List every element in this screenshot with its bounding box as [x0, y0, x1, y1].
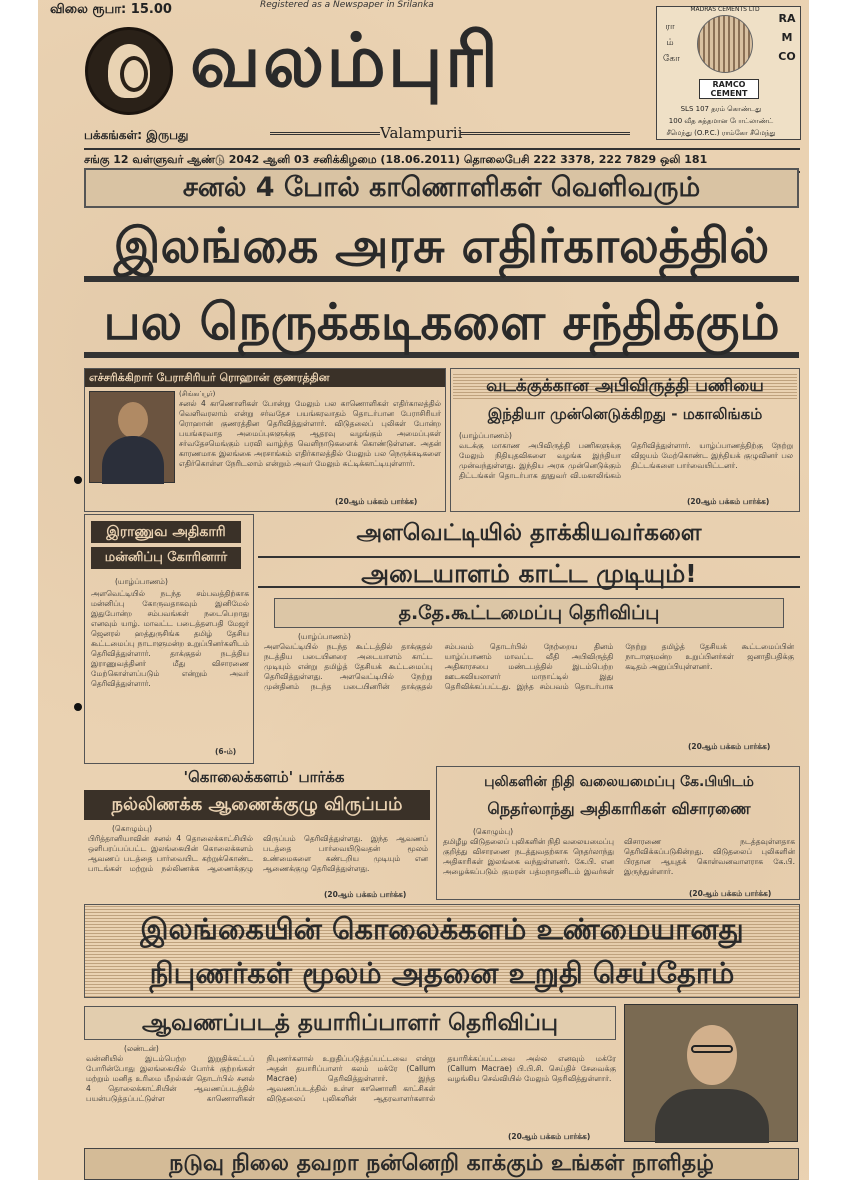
lead-headline-1: இலங்கை அரசு எதிர்காலத்தில் [84, 216, 799, 282]
story-doc-title: ஆவணப்படத் தயாரிப்பாளர் தெரிவிப்பு [84, 1006, 616, 1040]
story-killing-title-2: நல்லிணக்க ஆணைக்குழு விருப்பம் [84, 790, 430, 820]
footer-motto: நடுவு நிலை தவறா நன்னெறி காக்கும் உங்கள் நாளிதழ் [84, 1148, 799, 1180]
story-army-title-1: இராணுவ அதிகாரி [91, 521, 241, 543]
page-count: பக்கங்கள்: இருபது [84, 128, 189, 142]
title-rule-right [460, 132, 630, 135]
story-finance-title-2: நெதர்லாந்து அதிகாரிகள் விசாரணை [487, 799, 751, 818]
latin-title: Valampurii [380, 124, 463, 142]
story-alaveddy-place: (யாழ்ப்பாணம்) [298, 632, 351, 641]
story-finance [436, 766, 800, 900]
advert-vertical-text: RAMCO [778, 12, 796, 63]
story-doc-body: வன்னியில் இடம்பெற்ற இறுதிக்கட்டப் போரின்போது இலங்கையில் போர்க் குற்றங்கள் மற்றும் மனித உரிமை மீறல்கள் தொடர்பில் சனல் 4 தொலைக்காட்சியின் ஆவணப்படத்தில் பயன்படுத்தப்பட்டுள்ள காணொளிகள் நிபுணர்களால் உறுதிப்படுத்தப்பட்டவை என்று அதன் தயாரிப்பாளர் கலம் மக்ரே (Callum Macrae) தெரிவித்துள்ளார். இந்த ஆவணப்படத்தில் உள்ள காணொளி காட்சிகள் விடுதலைப் புலிகளின் ஆதரவாளர்களால் தயாரிக்கப்பட்டவை அல்ல எனவும் மக்ரே (Callum Macrae) பி.பி.சி. செய்திச் சேவைக்கு வழங்கிய செவ்வியில் மேலும் தெரிவித்துள்ளார். [86, 1054, 616, 1103]
story-north-continued: (20ஆம் பக்கம் பார்க்க) [687, 497, 770, 506]
banner-killing-fields [84, 904, 800, 998]
story-alaveddy-title-3: த.தே.கூட்டமைப்பு தெரிவிப்பு [274, 598, 784, 628]
story-killing-continued: (20ஆம் பக்கம் பார்க்க) [324, 890, 407, 899]
temple-tower-icon [697, 15, 753, 73]
story-army-title-2: மன்னிப்பு கோரினார் [91, 547, 241, 569]
banner-line-2: நிபுணர்கள் மூலம் அதனை உறுதி செய்தோம் [149, 956, 735, 990]
advert-tamil-letters: ரா ம் கோ [663, 22, 680, 64]
story-alaveddy-title-1: அளவெட்டியில் தாக்கியவர்களை [356, 520, 702, 546]
story-finance-place: (கொழும்பு) [473, 827, 514, 836]
story-army [84, 514, 254, 764]
conch-emblem-icon [85, 27, 173, 115]
story-doc-place: (லண்டன்) [124, 1044, 159, 1053]
story-alaveddy [258, 514, 800, 764]
story-warning-body: சனல் 4 காணொளிகள் போன்று மேலும் பல காணொளிகள் எதிர்காலத்தில் வெளிவரலாம் என்று சர்வதேச பயங்கரவாதம் தொடர்பான பேராசிரியர் ரொஹான் குணரத்தின தெரிவித்துள்ளார். விடுதலைப் புலிகள் போன்ற பயங்கரவாத அமைப்புகளுக்கு ஆதரவு வழங்கும் அமைப்புகள் சர்வதேசமெங்கும் பரவி வாழ்ந்த வெளிநாடுகளைக் கொண்டுள்ளன. அதன் காரணமாக இலங்கை அரசாங்கம் எதிர்காலத்தில் மேலும் பல நெருக்கடிகளை எதிர்கொள்ள நேரிடலாம் என்றும் அவர் மேலும் சுட்டிக்காட்டியுள்ளார். [179, 399, 441, 468]
story-killing [84, 766, 430, 900]
advert-ring: MADRAS CEMENTS LTD [690, 6, 760, 13]
story-alaveddy-body: அளவெட்டியில் நடந்த கூட்டத்தில் தாக்குதல் நடத்திய படையினரை அடையாளம் காட்ட முடியும் என்று தமிழ்த் தேசியக் கூட்டமைப்பு தெரிவித்துள்ளது. அளவெட்டியில் நேற்று முன்தினம் நடந்த படையினரின் தாக்குதல் சம்பவம் தொடர்பில் நேற்றைய தினம் யாழ்ப்பாணம் மாவட்ட வீதி அபிவிருத்தி அதிகாரசபை மண்டபத்தில் இடம்பெற்ற ஊடகவியலாளர் மாநாட்டில் இது தெரிவிக்கப்பட்டது. இந்த சம்பவம் தொடர்பாக நேற்று தமிழ்த் தேசியக் கூட்டமைப்பின் நாடாளுமன்ற உறுப்பினர்கள் ஜனாதிபதிக்கு கடிதம் அனுப்பியுள்ளனர். [264, 642, 794, 691]
price-label: விலை ரூபா: 15.00 [50, 2, 172, 17]
portrait-body [102, 436, 164, 484]
story-army-body: அளவெட்டியில் நடந்த சம்பவத்திற்காக மன்னிப்பு கோருவதாகவும் இனிமேல் இதுபோன்ற சம்பவங்கள் நடைபெறாது எனவும் யாழ். மாவட்ட படைத்தளபதி மேஜர் ஜெனரல் ஹத்துருசிங்க தமிழ் தேசிய கூட்டமைப்பு நாடாளுமன்ற உறுப்பினர்களிடம் தெரிவித்துள்ளார். தாக்குதல் நடத்திய இராணுவத்தினர் மீது விசாரணை மேற்கொள்ளப்படும் என்றும் அவர் தெரிவித்துள்ளார். [91, 589, 249, 688]
advert-line3: சீமெந்து (O.P.C.) ராம்கோ சீமெந்து [666, 129, 776, 137]
producer-face [687, 1025, 737, 1085]
story-killing-title-1: 'கொலைக்களம்' பார்க்க [183, 768, 345, 786]
portrait-face [118, 402, 148, 438]
registration-note: Registered as a Newspaper in Srilanka [260, 0, 434, 10]
story-doc-continued: (20ஆம் பக்கம் பார்க்க) [508, 1132, 591, 1141]
story-north-place: (யாழ்ப்பாணம்) [459, 431, 512, 440]
story-north [450, 368, 800, 512]
title-rule-left [270, 132, 380, 135]
story-killing-body: பிரித்தானியாவின் சனல் 4 தொலைக்காட்சியில் ஒளிபரப்பப்பட்ட இலங்கையின் கொலைக்களம் ஆவணப் படத்தை பார்வையிட கற்றுக்கொண்ட பாடங்கள் மற்றும் நல்லிணக்க ஆணைக்குழு விருப்பம் தெரிவித்துள்ளது. இந்த ஆவணப் படத்தை பார்வையிடுவதன் மூலம் உண்மைகளை கண்டறிய முடியும் என ஆணைக்குழு தெரிவித்துள்ளது. [88, 834, 428, 873]
story-army-continued: (6-ம்) [215, 747, 237, 756]
story-warning-place: (சிங்கப்பூர்) [179, 390, 216, 398]
story-finance-title-1: புலிகளின் நிதி வலையமைப்பு கே.பியிடம் [484, 774, 754, 790]
story-finance-body: தமிழீழ விடுதலைப் புலிகளின் நிதி வலையமைப்பு குறித்து விசாரணை நடத்துவதற்காக நெதர்லாந்து அதிகாரிகள் இலங்கை வந்துள்ளனர். கே.பி. என அழைக்கப்படும் குமரன் பத்மநாதனிடம் இவர்கள் விசாரணை நடத்தவுள்ளதாக தெரிவிக்கப்படுகின்றது. விடுதலைப் புலிகளின் பிரதான ஆயுதக் கொள்வனவாளராக கே.பி. இருந்துள்ளார். [443, 837, 795, 876]
punch-hole-icon [74, 476, 82, 484]
story-alaveddy-continued: (20ஆம் பக்கம் பார்க்க) [688, 742, 771, 751]
story-killing-place: (கொழும்பு) [112, 824, 153, 833]
newspaper-title: வலம்புரி [190, 18, 501, 104]
story-army-place: (யாழ்ப்பாணம்) [115, 577, 168, 586]
producer-body [655, 1089, 769, 1143]
story-warning-title: எச்சரிக்கிறார் பேராசிரியர் ரொஹான் குணரத்தின [85, 369, 445, 387]
story-warning [84, 368, 446, 512]
story-north-title-2: இந்தியா முன்னெடுக்கிறது - மகாலிங்கம் [487, 405, 763, 423]
story-warning-continued: (20ஆம் பக்கம் பார்க்க) [335, 497, 418, 506]
ramco-advert [656, 6, 801, 140]
advert-line2: 100 வீத சுத்தமான போட்லாண்ட் [668, 117, 774, 125]
story-finance-continued: (20ஆம் பக்கம் பார்க்க) [689, 889, 772, 898]
producer-photo [624, 1004, 798, 1142]
dateline: சங்கு 12 வள்ளுவர் ஆண்டு 2042 ஆனி 03 சனிக்கிழமை (18.06.2011) தொலைபேசி 222 3378, 222 7829 ஒலி 181 [84, 148, 800, 173]
story-north-title-1: வடக்குக்கான அபிவிருத்தி பணியை [453, 373, 797, 399]
advert-line1: SLS 107 தரம் கொண்டது [680, 105, 762, 113]
banner-line-1: இலங்கையின் கொலைக்களம் உண்மையானது [140, 912, 744, 946]
punch-hole-icon [74, 703, 82, 711]
story-documentary [84, 1002, 800, 1144]
advert-brand: RAMCO CEMENT [699, 79, 759, 99]
story-alaveddy-title-2: அடையாளம் காட்ட முடியும்! [258, 556, 800, 588]
glasses-icon [691, 1045, 733, 1053]
professor-photo [89, 391, 175, 483]
lead-headline-2: பல நெருக்கடிகளை சந்திக்கும் [84, 292, 799, 358]
story-north-body: வடக்கு மாகாண அபிவிருத்தி பணிகளுக்கு மேலும் நிதியுதவிகளை வழங்க இந்தியா முன்வந்துள்ளது. இந்திய அரசு முன்னெடுக்கும் திட்டங்கள் தொடர்பாக தூதுவர் வி.மகாலிங்கம் தெரிவித்துள்ளார். யாழ்ப்பாணத்திற்கு நேற்று விஜயம் மேற்கொண்ட இந்தியக் குழுவினர் பல திட்டங்களை பார்வையிட்டனர். [459, 441, 793, 480]
lead-kicker: சனல் 4 போல் காணொளிகள் வெளிவரும் [84, 168, 799, 208]
